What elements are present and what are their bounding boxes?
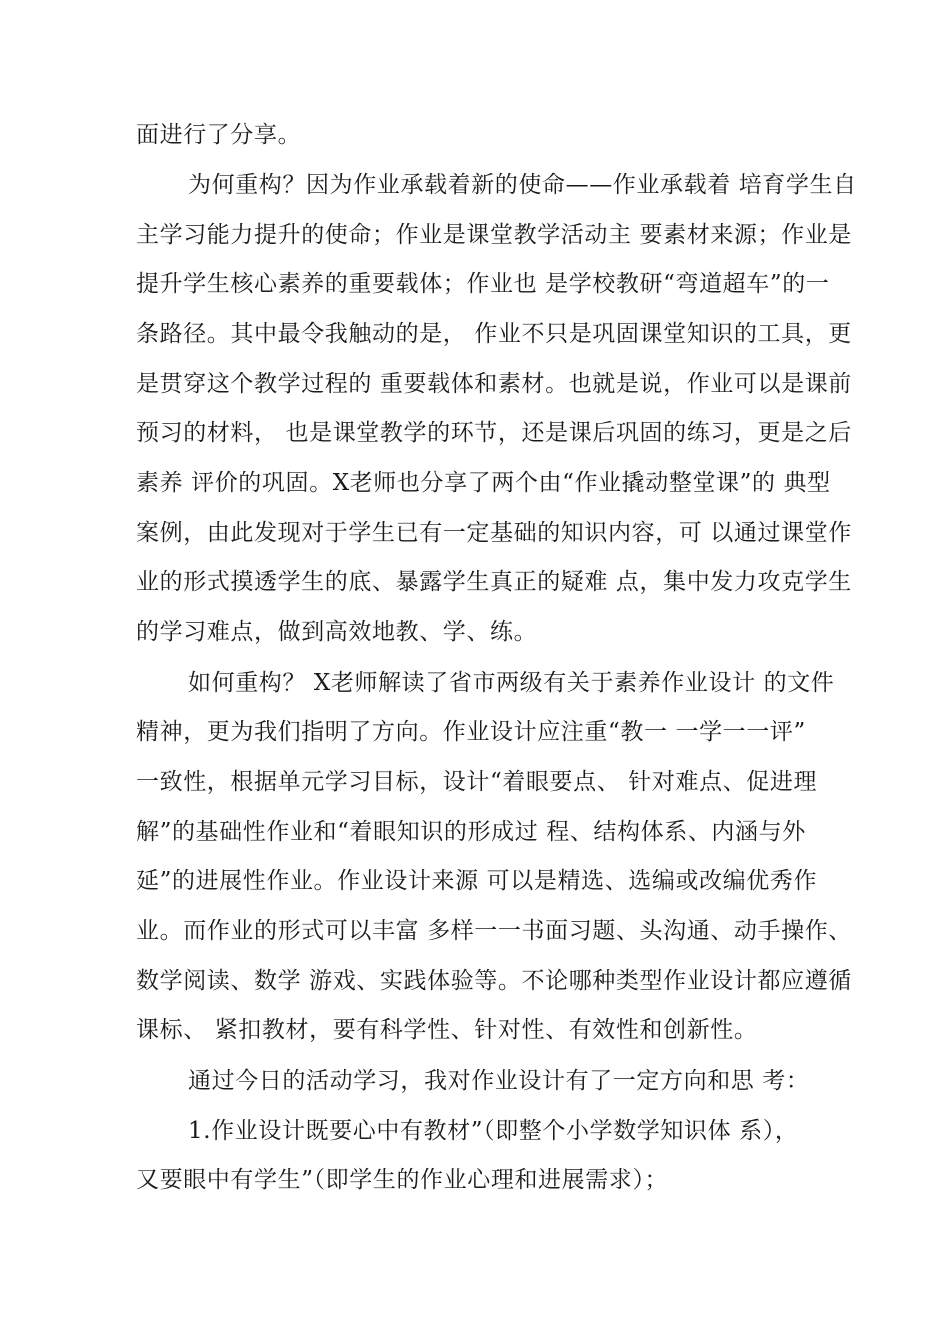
text-line: 数学阅读、数学 游戏、实践体验等。不论哪种类型作业设计都应遵循 [136, 968, 852, 994]
text-line: 的学习难点，做到高效地教、学、练。 [136, 619, 538, 645]
text-line: 解”的基础性作业和“着眼知识的形成过 程、结构体系、内涵与外 [136, 819, 806, 845]
paragraph-first-line: 如何重构？ X老师解读了省市两级有关于素养作业设计 的文件 [188, 670, 835, 696]
text-line: 提升学生核心素养的重要载体；作业也 是学校教研“弯道超车”的一 [136, 271, 830, 297]
text-line: 业。而作业的形式可以丰富 多样一一书面习题、头沟通、动手操作、 [136, 918, 852, 944]
text-line: 是贯穿这个教学过程的 重要载体和素材。也就是说，作业可以是课前 [136, 371, 852, 397]
text-line: 素养 评价的巩固。X老师也分享了两个由“作业撬动整堂课”的 典型 [136, 470, 831, 496]
text-line: 业的形式摸透学生的底、暴露学生真正的疑难 点，集中发力攻克学生 [136, 569, 852, 595]
paragraph-first-line: 通过今日的活动学习，我对作业设计有了一定方向和思 考： [188, 1068, 810, 1094]
text-line: 课标、 紧扣教材，要有科学性、针对性、有效性和创新性。 [136, 1017, 758, 1043]
text-line: 面进行了分享。 [136, 122, 302, 148]
list-item-first-line: 1.作业设计既要心中有教材”（即整个小学数学知识体 系）， [188, 1118, 799, 1144]
text-line: 又要眼中有学生”（即学生的作业心理和进展需求）； [136, 1167, 669, 1193]
text-line: 延”的进展性作业。作业设计来源 可以是精选、选编或改编优秀作 [136, 868, 818, 894]
paragraph-first-line: 为何重构？因为作业承载着新的使命——作业承载着 培育学生自 [188, 172, 857, 198]
text-line: 一致性，根据单元学习目标，设计“着眼要点、 针对难点、促进理 [136, 769, 818, 795]
text-line: 条路径。其中最令我触动的是， 作业不只是巩固课堂知识的工具，更 [136, 321, 852, 347]
text-line: 案例，由此发现对于学生已有一定基础的知识内容，可 以通过课堂作 [136, 520, 852, 546]
text-line: 主学习能力提升的使命；作业是课堂教学活动主 要素材来源；作业是 [136, 222, 852, 248]
text-line: 预习的材料， 也是课堂教学的环节，还是课后巩固的练习，更是之后 [136, 420, 852, 446]
text-line: 精神，更为我们指明了方向。作业设计应注重“教一 一学一一评” [136, 719, 806, 745]
